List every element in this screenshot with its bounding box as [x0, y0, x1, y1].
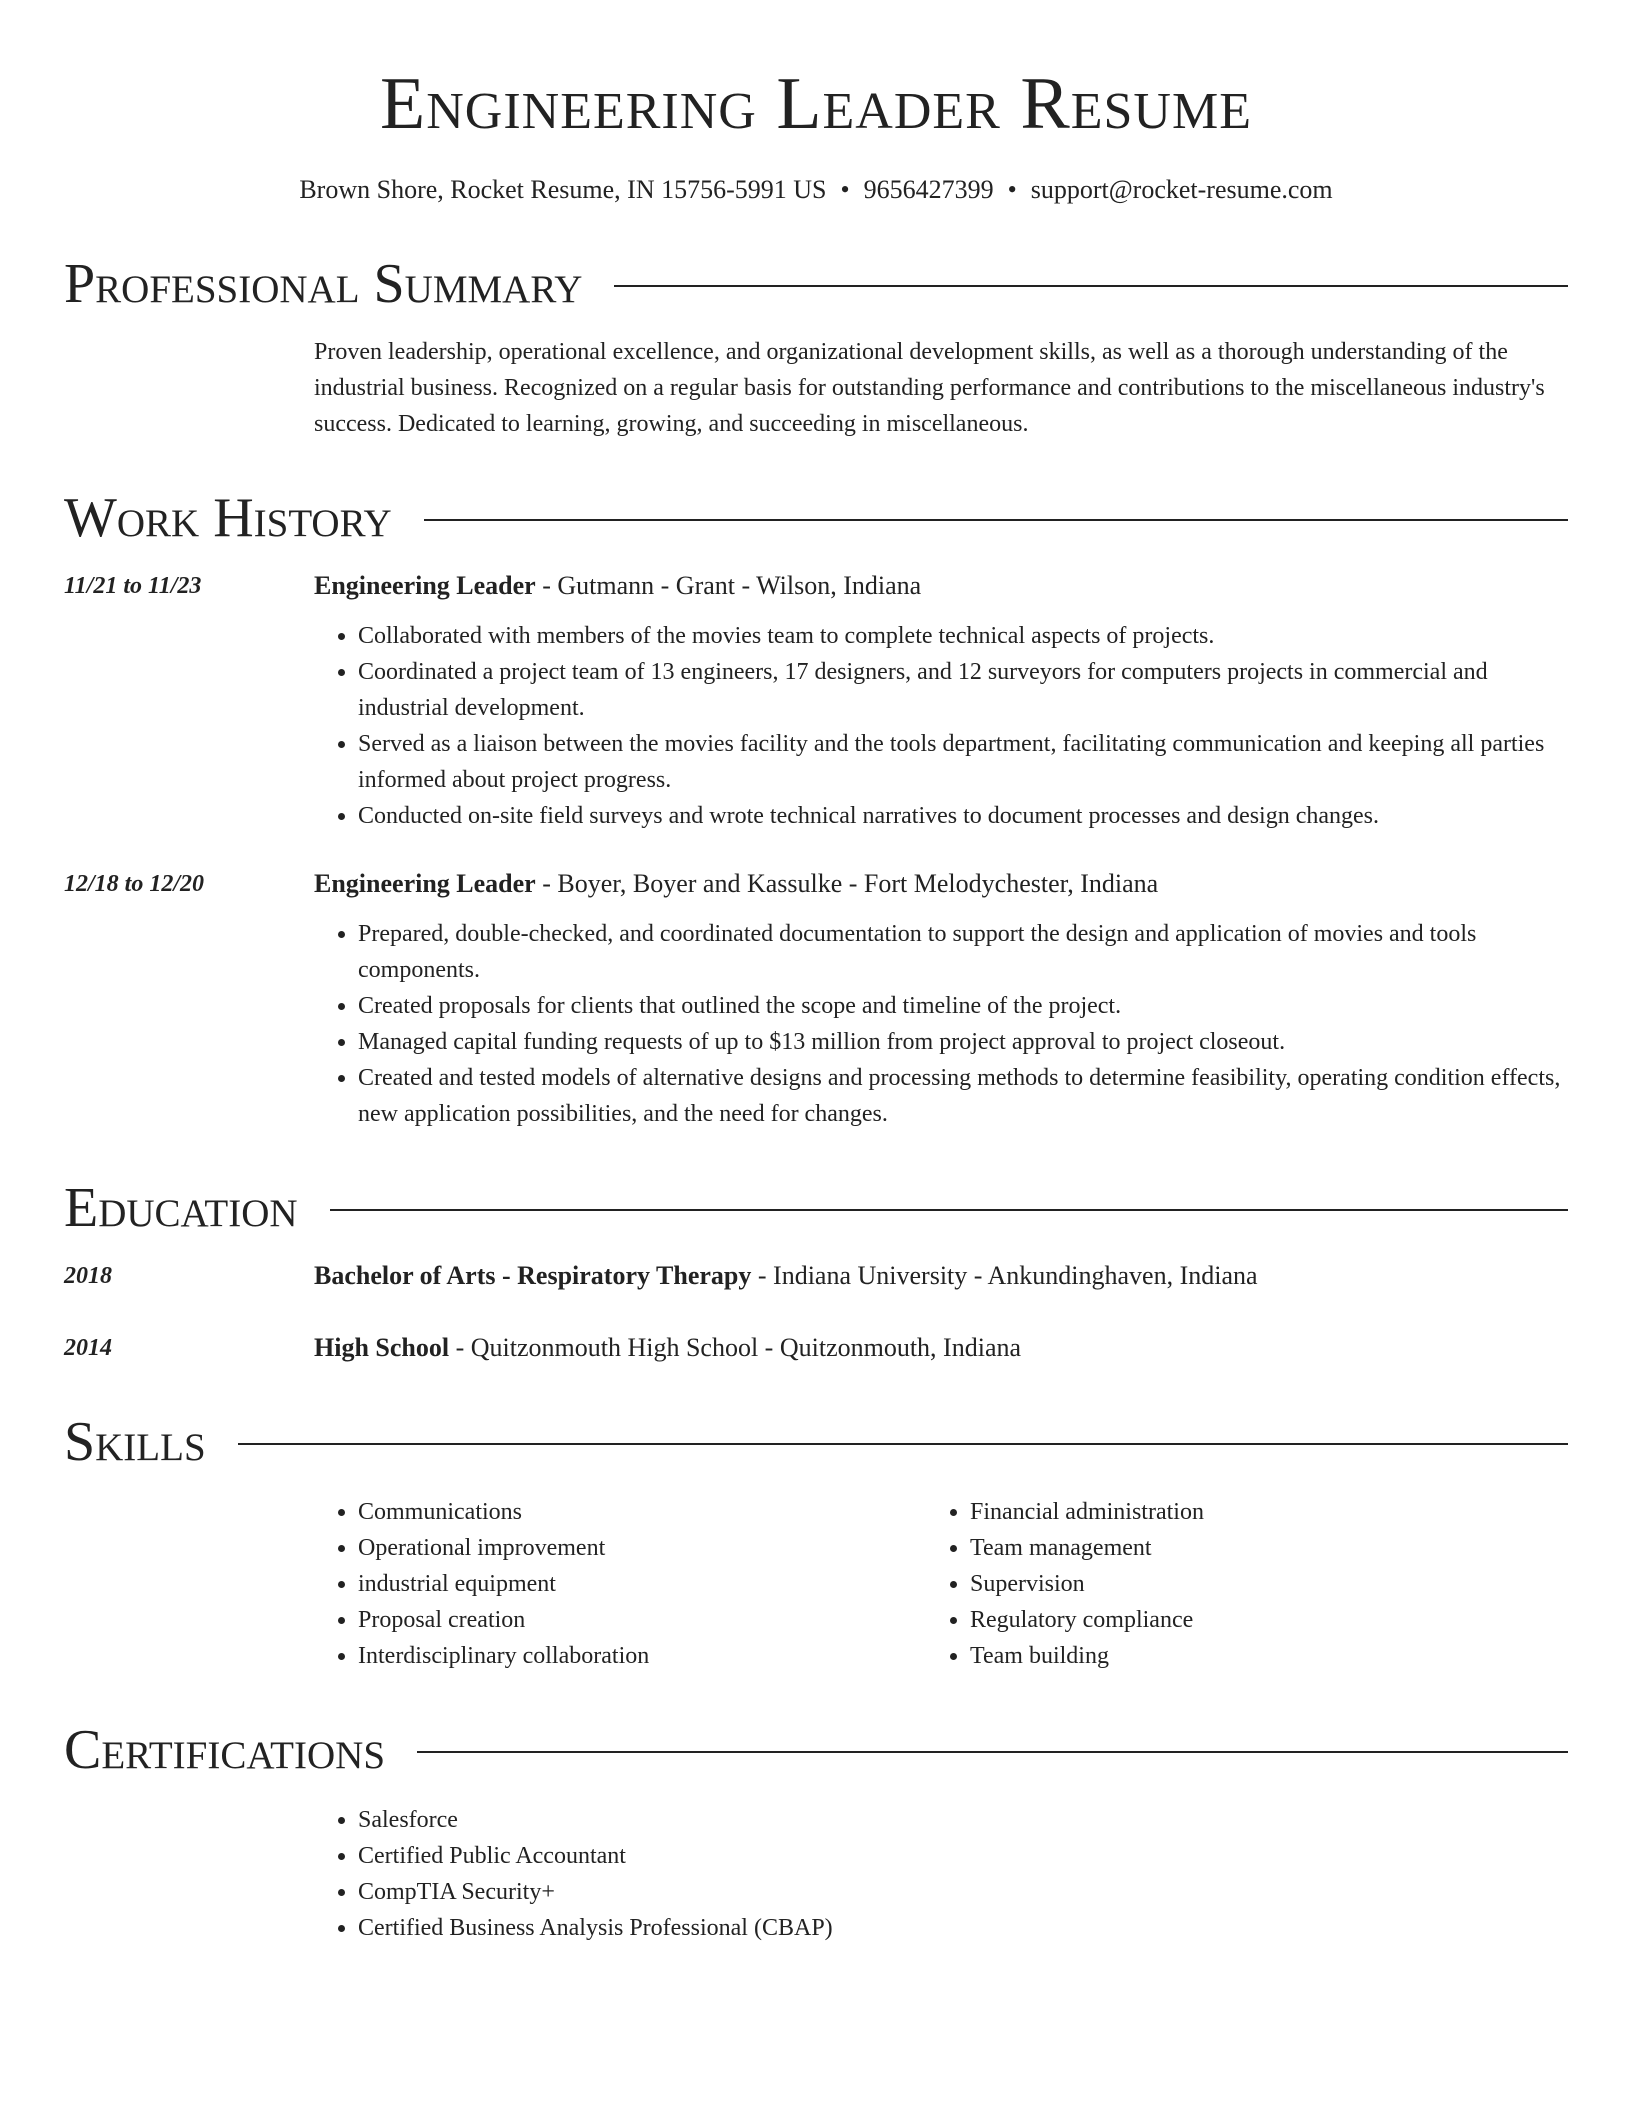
certification-item: • CompTIA Security+ [358, 1874, 1568, 1910]
skills-heading: Skills [64, 1411, 206, 1473]
job-dates: 11/21 to 11/23 [64, 573, 202, 599]
skills-column-left [314, 1494, 926, 1674]
education-heading: Education [64, 1177, 298, 1239]
job-entry [64, 568, 1568, 834]
education-section-header [64, 1176, 1568, 1240]
job-title: Engineering Leader [314, 869, 536, 898]
job-bullet: • Coordinated a project team of 13 engineers, 17 designers, and 12 surveyors for computers projects in commercial and industrial development. [358, 654, 1568, 726]
job-details: - Boyer, Boyer and Kassulke - Fort Melodychester, Indiana [535, 869, 1159, 898]
job-bullet: • Collaborated with members of the movies team to complete technical aspects of projects. [358, 618, 1568, 654]
education-details: - Indiana University - Ankundinghaven, Indiana [751, 1261, 1258, 1290]
work-heading: Work History [64, 487, 392, 549]
skill-item: • Supervision [970, 1566, 1568, 1602]
job-bullet: • Managed capital funding requests of up to $13 million from project approval to project closeout. [358, 1024, 1568, 1060]
education-body [314, 1330, 1568, 1366]
skill-item: • Financial administration [970, 1494, 1568, 1530]
contact-address: Brown Shore, Rocket Resume, IN 15756-5991 US [299, 175, 827, 204]
certification-item: • Salesforce [358, 1802, 1568, 1838]
job-entry [64, 866, 1568, 1132]
summary-heading: Professional Summary [64, 253, 583, 315]
education-degree: High School [314, 1333, 450, 1362]
education-year: 2014 [64, 1335, 112, 1361]
skills-list [314, 1494, 1568, 1674]
summary-section-header [64, 252, 1568, 316]
skill-item: • Team management [970, 1530, 1568, 1566]
skill-item: • Proposal creation [358, 1602, 926, 1638]
job-body [314, 866, 1568, 1132]
section-divider [614, 285, 1568, 287]
contact-separator: • [840, 175, 850, 204]
education-entry [64, 1258, 1568, 1294]
contact-phone: 9656427399 [863, 175, 994, 204]
education-year: 2018 [64, 1263, 112, 1289]
education-body [314, 1258, 1568, 1294]
job-body [314, 568, 1568, 834]
contact-line [64, 172, 1568, 208]
work-section-header [64, 486, 1568, 550]
job-bullet: • Created and tested models of alternative designs and processing methods to determine feasibility, operating condition effects, new application possibilities, and the need for changes. [358, 1060, 1568, 1132]
education-entry [64, 1330, 1568, 1366]
skill-item: • industrial equipment [358, 1566, 926, 1602]
skill-item: • Regulatory compliance [970, 1602, 1568, 1638]
certifications-list [314, 1802, 1568, 1946]
certification-item: • Certified Business Analysis Professional (CBAP) [358, 1910, 1568, 1946]
job-bullets [314, 618, 1568, 834]
skill-item: • Interdisciplinary collaboration [358, 1638, 926, 1674]
section-divider [417, 1751, 1568, 1753]
job-header [314, 866, 1568, 902]
section-divider [424, 519, 1568, 521]
skills-section-header [64, 1410, 1568, 1474]
summary-text: Proven leadership, operational excellence, and organizational development skills, as well as a thorough understanding of the industrial business. Recognized on a regular basis for outstanding performance and contributions to the miscellaneous industry's success. Dedicated to learning, growing, and succeeding in miscellaneous. [314, 339, 1545, 437]
job-bullet: • Conducted on-site field surveys and wrote technical narratives to document processes and design changes. [358, 798, 1568, 834]
job-details: - Gutmann - Grant - Wilson, Indiana [535, 571, 922, 600]
certification-item: • Certified Public Accountant [358, 1838, 1568, 1874]
education-details: - Quitzonmouth High School - Quitzonmouth, Indiana [449, 1333, 1022, 1362]
section-divider [238, 1443, 1568, 1445]
skills-column-right [926, 1494, 1568, 1674]
education-degree: Bachelor of Arts - Respiratory Therapy [314, 1261, 752, 1290]
contact-email: support@rocket-resume.com [1030, 175, 1333, 204]
section-divider [330, 1209, 1568, 1211]
resume-title: Engineering Leader Resume [380, 63, 1252, 145]
job-bullet: • Created proposals for clients that outlined the scope and timeline of the project. [358, 988, 1568, 1024]
job-dates: 12/18 to 12/20 [64, 871, 205, 897]
skill-item: • Operational improvement [358, 1530, 926, 1566]
skill-item: • Communications [358, 1494, 926, 1530]
certifications-heading: Certifications [64, 1719, 386, 1781]
resume-page [64, 56, 1568, 1946]
job-header [314, 568, 1568, 604]
contact-separator: • [1007, 175, 1017, 204]
job-bullets [314, 916, 1568, 1132]
job-bullet: • Served as a liaison between the movies facility and the tools department, facilitating communication and keeping all parties informed about project progress. [358, 726, 1568, 798]
certifications-items [314, 1802, 1568, 1946]
certifications-section-header [64, 1718, 1568, 1782]
job-title: Engineering Leader [314, 571, 536, 600]
skill-item: • Team building [970, 1638, 1568, 1674]
job-bullet: • Prepared, double-checked, and coordinated documentation to support the design and application of movies and tools components. [358, 916, 1568, 988]
